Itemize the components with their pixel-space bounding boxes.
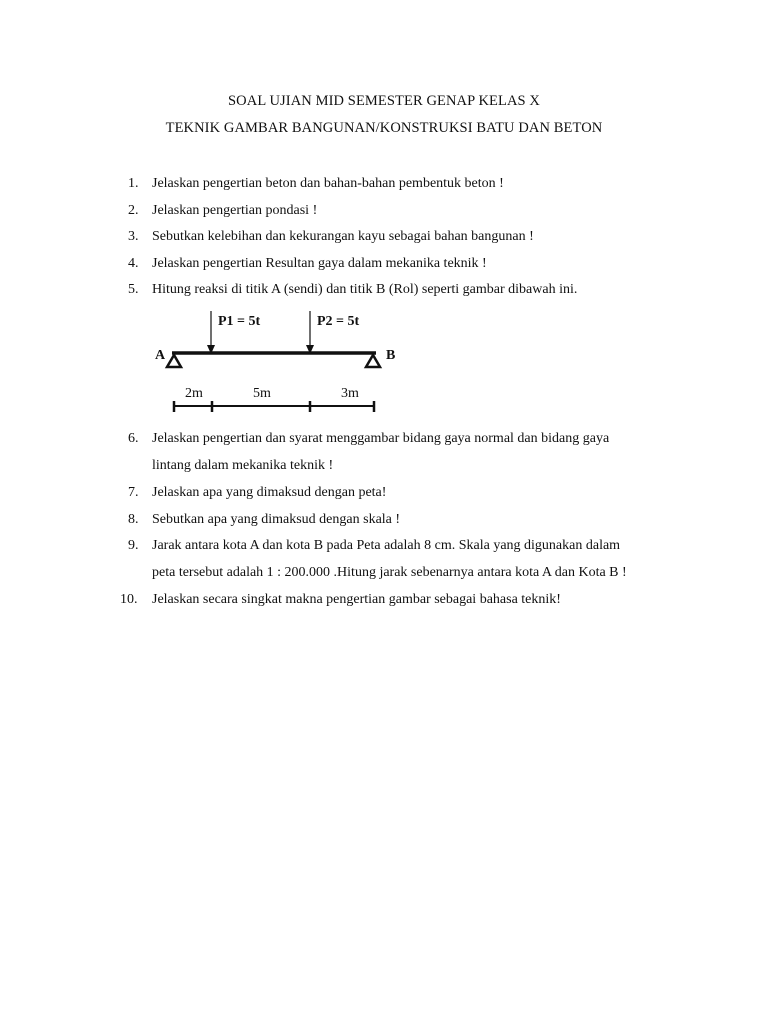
question-number: 10.	[120, 592, 138, 607]
exam-subtitle: TEKNIK GAMBAR BANGUNAN/KONSTRUKSI BATU DAN BETON	[165, 120, 603, 136]
question-text: Jelaskan apa yang dimaksud dengan peta!	[152, 485, 387, 500]
question-number: 9.	[128, 538, 139, 553]
question-text: Jelaskan pengertian beton dan bahan-bahan pembentuk beton !	[152, 176, 504, 191]
load-p2-label: P2 = 5t	[317, 314, 360, 329]
question-text: Sebutkan apa yang dimaksud dengan skala !	[152, 512, 401, 527]
question-number: 4.	[128, 256, 139, 271]
span-label-2: 5m	[253, 386, 271, 401]
span-label-3: 3m	[341, 386, 359, 401]
question-number: 6.	[128, 431, 139, 446]
question-text: Jelaskan pengertian pondasi !	[152, 203, 318, 218]
question-text-continued: lintang dalam mekanika teknik !	[152, 458, 334, 473]
exam-title: SOAL UJIAN MID SEMESTER GENAP KELAS X	[228, 93, 540, 109]
question-number: 1.	[128, 176, 139, 191]
question-text: Jelaskan pengertian dan syarat menggambar bidang gaya normal dan bidang gaya	[152, 431, 610, 446]
roller-support-b	[366, 355, 380, 367]
question-text: Sebutkan kelebihan dan kekurangan kayu sebagai bahan bangunan !	[152, 229, 534, 244]
question-number: 7.	[128, 485, 139, 500]
load-p1-label: P1 = 5t	[218, 314, 261, 329]
question-text: Hitung reaksi di titik A (sendi) dan titik B (Rol) seperti gambar dibawah ini.	[152, 282, 578, 297]
question-number: 8.	[128, 512, 139, 527]
beam-diagram	[140, 305, 410, 417]
pin-support-a	[167, 355, 181, 367]
question-text: Jelaskan secara singkat makna pengertian gambar sebagai bahasa teknik!	[152, 592, 561, 607]
support-a-label: A	[155, 348, 166, 363]
question-text: Jarak antara kota A dan kota B pada Peta adalah 8 cm. Skala yang digunakan dalam	[152, 538, 621, 553]
question-text: Jelaskan pengertian Resultan gaya dalam mekanika teknik !	[152, 256, 487, 271]
question-number: 2.	[128, 203, 139, 218]
span-label-1: 2m	[185, 386, 203, 401]
question-number: 5.	[128, 282, 139, 297]
question-number: 3.	[128, 229, 139, 244]
support-b-label: B	[386, 348, 396, 363]
question-text-continued: peta tersebut adalah 1 : 200.000 .Hitung jarak sebenarnya antara kota A dan Kota B !	[152, 565, 627, 580]
